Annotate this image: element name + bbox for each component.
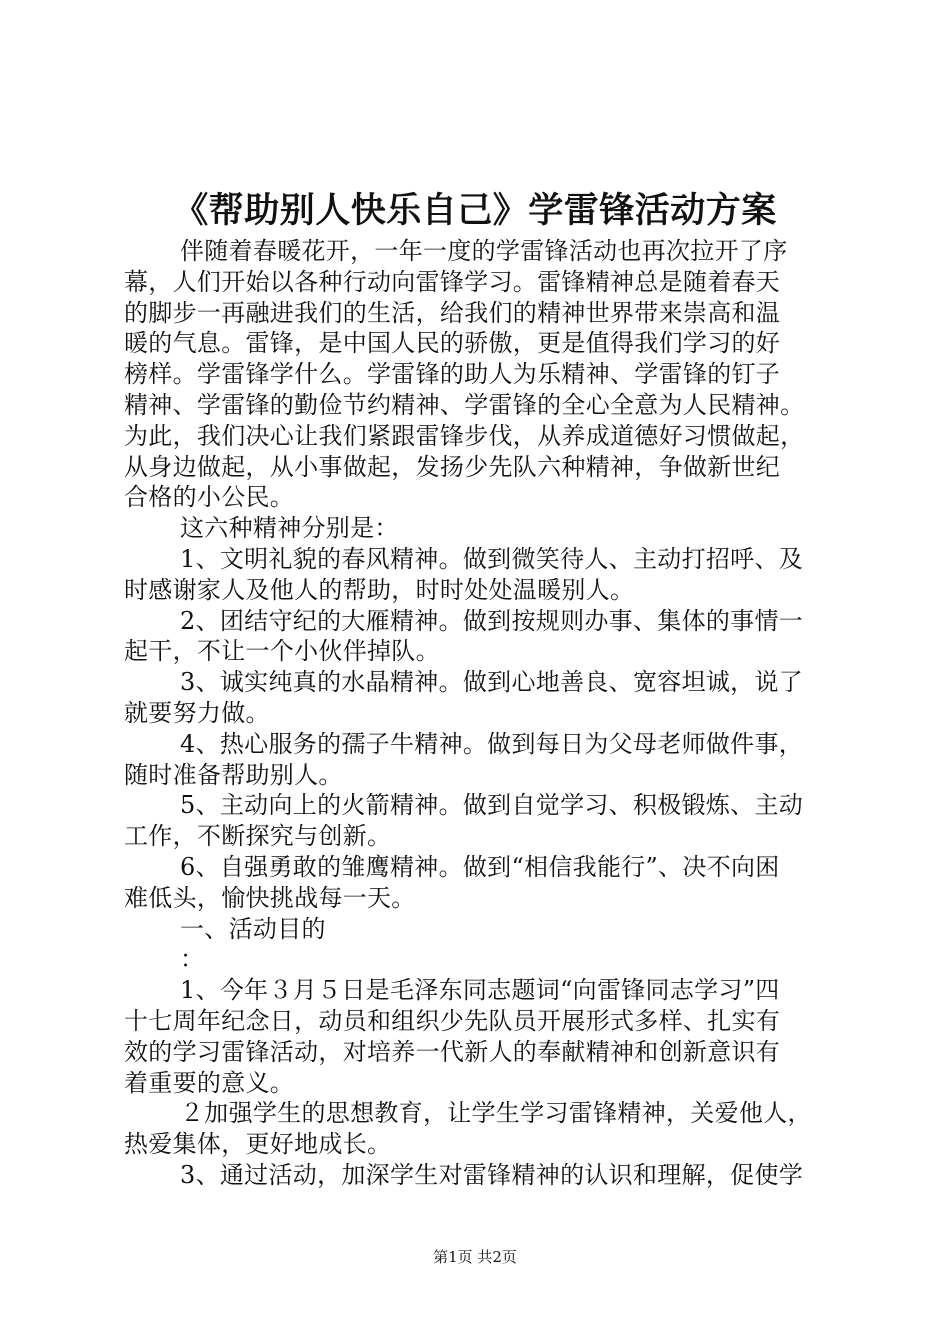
paragraph-line: 伴随着春暖花开，一年一度的学雷锋活动也再次拉开了序 bbox=[180, 237, 788, 265]
paragraph-line: 为此，我们决心让我们紧跟雷锋步伐，从养成道德好习惯做起， bbox=[124, 421, 805, 450]
paragraph-line: 随时准备帮助别人。 bbox=[124, 760, 343, 789]
paragraph-line: 的脚步一再融进我们的生活，给我们的精神世界带来崇高和温 bbox=[124, 298, 781, 327]
paragraph-line: 4、热心服务的孺子牛精神。做到每日为父母老师做件事， bbox=[180, 729, 804, 758]
page-footer: 第1页 共2页 bbox=[433, 1248, 517, 1266]
paragraph-line: 时感谢家人及他人的帮助，时时处处温暖别人。 bbox=[124, 575, 635, 604]
paragraph-line: 暖的气息。雷锋，是中国人民的骄傲，更是值得我们学习的好 bbox=[124, 329, 781, 358]
paragraph-line: 着重要的意义。 bbox=[124, 1068, 295, 1097]
paragraph-line: 十七周年纪念日，动员和组织少先队员开展形式多样、扎实有 bbox=[124, 1006, 781, 1035]
paragraph-line: 工作，不断探究与创新。 bbox=[124, 822, 392, 851]
paragraph-line: 难低头，愉快挑战每一天。 bbox=[124, 883, 416, 912]
paragraph-line: 5、主动向上的火箭精神。做到自觉学习、积极锻炼、主动 bbox=[180, 791, 804, 820]
paragraph-line: 从身边做起，从小事做起，发扬少先队六种精神，争做新世纪 bbox=[124, 452, 781, 481]
paragraph-line: 3、诚实纯真的水晶精神。做到心地善良、宽容坦诚，说了 bbox=[180, 668, 804, 697]
paragraph-line: 效的学习雷锋活动，对培养一代新人的奉献精神和创新意识有 bbox=[124, 1037, 781, 1066]
paragraph-line: 一、活动目的 bbox=[180, 914, 326, 943]
document-body bbox=[124, 236, 836, 1191]
paragraph-line: 合格的小公民。 bbox=[124, 483, 295, 512]
paragraph-line: 精神、学雷锋的勤俭节约精神、学雷锋的全心全意为人民精神。 bbox=[124, 390, 805, 419]
paragraph-line: 起干，不让一个小伙伴掉队。 bbox=[124, 637, 440, 666]
paragraph-line: 1、文明礼貌的春风精神。做到微笑待人、主动打招呼、及 bbox=[180, 544, 804, 573]
document-title: 《帮助别人快乐自己》学雷锋活动方案 bbox=[173, 190, 777, 231]
paragraph-line: 热爱集体，更好地成长。 bbox=[124, 1130, 392, 1159]
paragraph-line: 这六种精神分别是： bbox=[180, 514, 399, 543]
paragraph-line: 1、今年３月５日是毛泽东同志题词“向雷锋同志学习”四 bbox=[180, 976, 780, 1005]
paragraph-line: 幕，人们开始以各种行动向雷锋学习。雷锋精神总是随着春天 bbox=[124, 267, 781, 296]
paragraph-line: ： bbox=[180, 945, 205, 974]
paragraph-line: ２加强学生的思想教育，让学生学习雷锋精神，关爱他人， bbox=[180, 1099, 812, 1128]
paragraph-line: 2、团结守纪的大雁精神。做到按规则办事、集体的事情一 bbox=[180, 606, 804, 635]
paragraph-line: 榜样。学雷锋学什么。学雷锋的助人为乐精神、学雷锋的钉子 bbox=[124, 360, 781, 389]
paragraph-line: 就要努力做。 bbox=[124, 698, 270, 727]
paragraph-line: 3、通过活动，加深学生对雷锋精神的认识和理解，促使学 bbox=[180, 1160, 804, 1189]
paragraph-line: 6、自强勇敢的雏鹰精神。做到“相信我能行”、决不向困 bbox=[180, 852, 780, 881]
